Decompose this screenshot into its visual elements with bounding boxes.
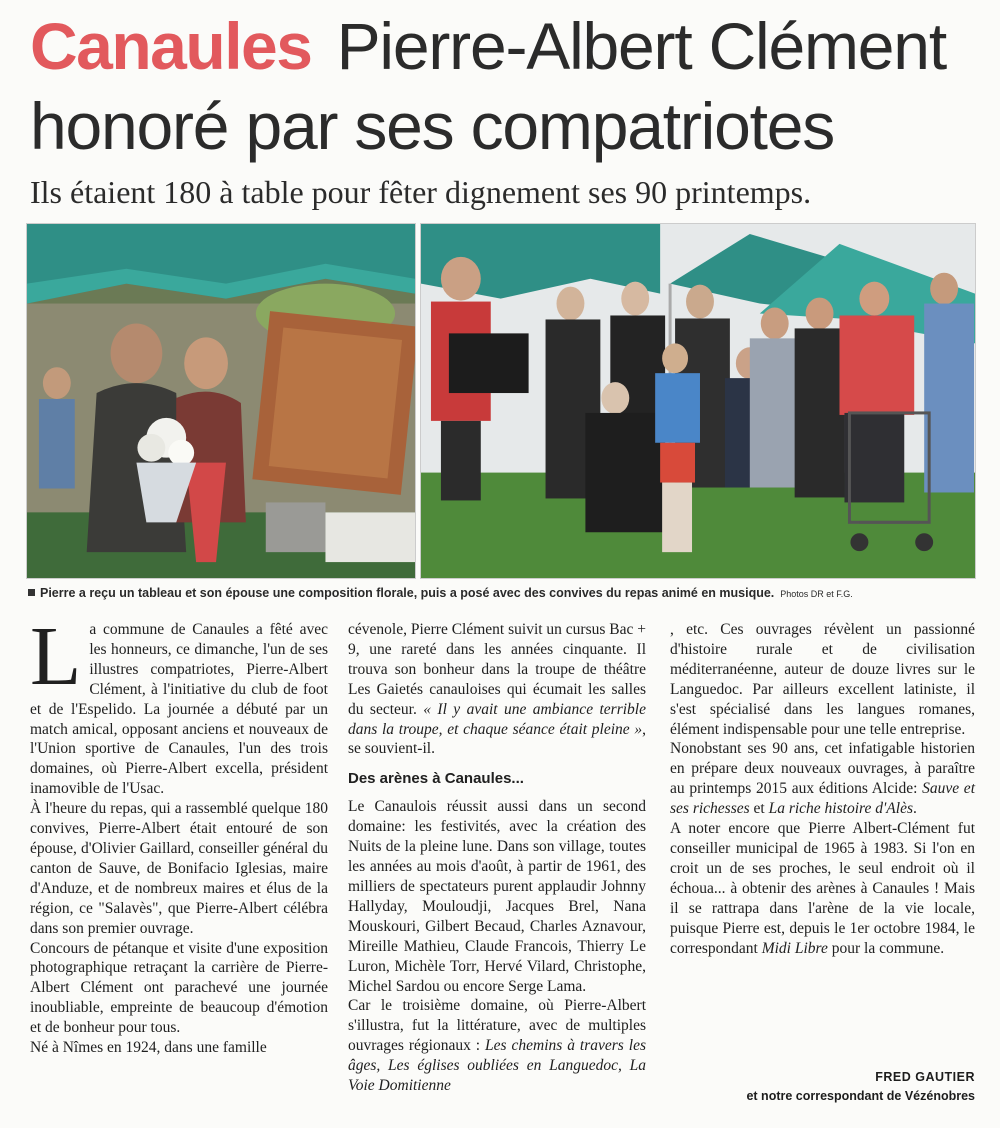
drop-cap: L	[30, 610, 82, 703]
article-paragraph: Né à Nîmes en 1924, dans une famille	[30, 1039, 267, 1057]
article-paragraph	[348, 996, 646, 1096]
article-paragraph: , etc. Ces ouvrages révèlent un passionné d'histoire rurale et de civilisation méditerranéenne, auteur de douze livres sur le Languedoc. Par ailleurs excellent latiniste, il s'est spécialisé dans les langues romanes, élément indispensable pour une telle entreprise.	[670, 621, 975, 738]
book-title: La riche histoire d'Alès	[768, 800, 913, 818]
article-paragraph: Le Canaulois réussit aussi dans un second domaine: les festivités, avec la création des Nuits de la pleine lune. Dans son village, toutes les années au mois d'août, à partir de 1961, des milliers de spectateurs purent applaudir Johnny Hallyday, Mouloudji, Jacques Brel, Nana Mouskouri, Gilbert Becaud, Charles Aznavour, Mireille Mathieu, Claude Francois, Thierry Le Luron, Michèle Torr, Hervé Vilard, Christophe, Michel Sardou ou encore Serge Lama.	[348, 798, 646, 995]
quote: « Il y avait une ambiance terrible dans la troupe, et chaque séance était pleine »	[348, 700, 646, 738]
paragraph-text: Car le troisième domaine, où Pierre-Albert s'illustra, fut la littérature, avec de multiples ouvrages régionaux :	[348, 997, 646, 1055]
paragraph-text: pour la commune.	[827, 939, 945, 957]
caption-bullet	[28, 589, 35, 596]
paragraph-text: .	[912, 800, 917, 818]
article-paragraph	[30, 610, 328, 799]
paragraph-text: Nonobstant ses 90 ans, cet infatigable historien en prépare deux nouveaux ouvrages, à paraître au printemps 2015 aux éditions Alcide:	[670, 740, 975, 798]
paragraph-text: et	[749, 800, 769, 818]
headline-title: Pierre-Albert Clément honoré par ses compatriotes	[30, 9, 946, 163]
caption-text: Pierre a reçu un tableau et son épouse une composition florale, puis a posé avec des convives du repas animé en musique.	[40, 586, 775, 600]
photo-group-guests	[420, 223, 976, 579]
headline-kicker: Canaules	[30, 9, 312, 83]
article-paragraph	[670, 739, 975, 819]
subheadline: Ils étaient 180 à table pour fêter dignement ses 90 printemps.	[30, 174, 812, 210]
paragraph-text: A noter encore que Pierre Albert-Clément fut conseiller municipal de 1965 à 1983. Si l'on en croit un de ses proches, le seul endroit où il échoua... à obtenir des arènes à Canaules ! Mais il se rattrapa dans l'arène de la vie locale, puisque Pierre est, depuis le 1er octobre 1984, le correspondant	[670, 820, 975, 957]
book-titles: Les chemins à travers les âges, Les églises oubliées en Languedoc, La Voie Domitienne	[348, 1037, 646, 1095]
article-paragraph	[348, 620, 646, 759]
book-title: Sauve et ses richesses	[670, 780, 975, 818]
article-column-3	[670, 620, 975, 958]
article-column-2	[348, 620, 646, 1096]
article-paragraph	[670, 819, 975, 958]
article-paragraph: Concours de pétanque et visite d'une exposition photographique retraçant la carrière de Pierre-Albert Clément ont parachevé une journée inoubliable, empreinte de beaucoup d'émotion et de bonheur pour tous.	[30, 939, 328, 1037]
byline-role: et notre correspondant de Vézénobres	[746, 1089, 975, 1103]
byline	[670, 1068, 975, 1106]
photo-gift-painting	[26, 223, 416, 579]
article-paragraph: À l'heure du repas, qui a rassemblé quelque 180 convives, Pierre-Albert était entouré de son épouse, d'Olivier Gaillard, conseiller général du canton de Sauve, de Bonifacio Iglesias, maire d'Anduze, et de nombreux maires et élus de la région, ce "Salavès", que Pierre-Albert célébra dans son premier ouvrage.	[30, 800, 328, 937]
newspaper-name: Midi Libre	[761, 939, 828, 957]
paragraph-text: , se souvient-il.	[348, 720, 646, 758]
headline	[30, 6, 980, 166]
paragraph-text: cévenole, Pierre Clément suivit un cursus Bac + 9, une rareté dans les années cinquante. Il trouva son bonheur dans la troupe de théâtre Les Gaietés canauloises qui écumait les salles du secteur.	[348, 621, 646, 718]
paragraph-text: a commune de Canaules a fêté avec les honneurs, ce dimanche, l'un de ses illustres compatriotes, Pierre-Albert Clément, à l'initiative du club de foot et de l'Espelido. La journée a débuté par un match amical, opposant anciens et nouveaux de l'Union sportive de Canaules, l'un des trois domaines, où Pierre-Albert excella, président inamovible de l'Usac.	[30, 621, 328, 798]
photo-right-image	[421, 224, 975, 578]
article-column-1	[30, 610, 328, 1058]
byline-author: FRED GAUTIER	[875, 1070, 975, 1084]
section-subtitle: Des arènes à Canaules...	[348, 770, 524, 788]
photo-left-image	[27, 224, 415, 578]
photo-caption	[28, 585, 978, 602]
photo-credit: Photos DR et F.G.	[780, 589, 853, 599]
